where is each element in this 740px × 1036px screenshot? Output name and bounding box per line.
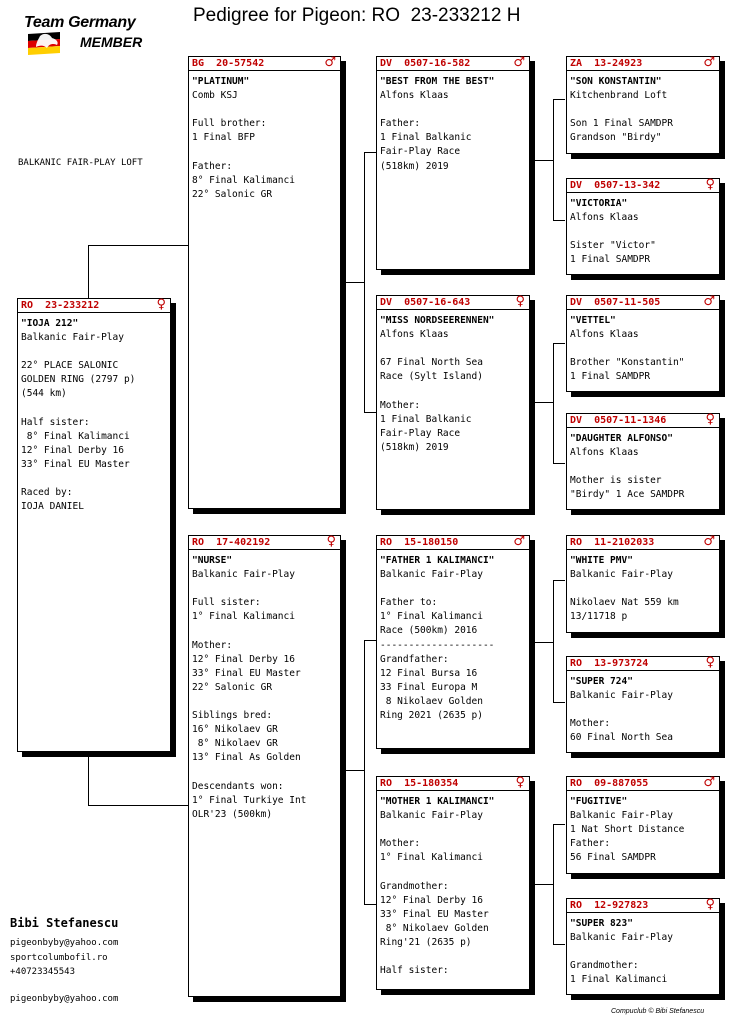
author-email: pigeonbyby@yahoo.com: [10, 994, 119, 1004]
male-icon: ♂: [703, 534, 715, 549]
pigeon-details: Alfons Klaas Mother is sister "Birdy" 1 Ace SAMDPR: [570, 447, 685, 501]
card-header: [377, 296, 529, 310]
logo-line-2: MEMBER: [80, 34, 143, 50]
card-header: [567, 536, 719, 550]
pigeon-name: "VETTEL": [570, 315, 616, 326]
sds-card[interactable]: [566, 295, 720, 392]
ring-number: BG 20-57542: [192, 58, 265, 69]
male-icon: ♂: [703, 294, 715, 309]
connector-line: [364, 412, 376, 413]
male-icon: ♂: [513, 55, 525, 70]
ring-number: DV 0507-11-1346: [570, 415, 667, 426]
pigeon-name: "BEST FROM THE BEST": [380, 76, 495, 87]
connector-line: [364, 640, 365, 904]
loft-name: BALKANIC FAIR-PLAY LOFT: [18, 158, 143, 168]
pigeon-details: Alfons Klaas Father: 1 Final Balkanic Fair-Play Race (518km) 2019: [380, 90, 472, 172]
connector-line: [531, 884, 554, 885]
ring-number: RO 12-927823: [570, 900, 649, 911]
card-header: [567, 57, 719, 71]
connector-line: [88, 245, 89, 300]
female-icon: ♀: [705, 412, 715, 427]
pigeon-details: Balkanic Fair-Play Mother: 1° Final Kalimanci Grandmother: 12° Final Derby 16 33° Final EU Master 8° Nikolaev Golden Ring'21 (2635 p) Half sister:: [380, 810, 489, 977]
male-icon: ♂: [513, 534, 525, 549]
pigeon-details: Balkanic Fair-Play Father to: 1° Final Kalimanci Race (500km) 2016 -------------------- Grandfather: 12 Final Bursa 16 33 Final Europa M 8 Nikolaev Golden Ring 2021 (2635 p): [380, 569, 495, 722]
pigeon-details: Alfons Klaas 67 Final North Sea Race (Sylt Island) Mother: 1 Final Balkanic Fair-Play Race (518km) 2019: [380, 329, 483, 453]
page-title: Pedigree for Pigeon: RO 23-233212 H: [193, 5, 521, 26]
author-name: Bibi Stefanescu: [10, 916, 119, 930]
pigeon-name: "IOJA 212": [21, 318, 79, 329]
sire-dam-card[interactable]: [376, 295, 530, 510]
ring-number: RO 11-2102033: [570, 537, 655, 548]
team-germany-logo: [18, 8, 168, 60]
logo-line-1: Team Germany: [24, 14, 136, 31]
connector-line: [553, 702, 565, 703]
pigeon-details: Balkanic Fair-Play 22° PLACE SALONIC GOLDEN RING (2797 p) (544 km) Half sister: 8° Final Kalimanci 12° Final Derby 16 33° Final EU Master Raced by: IOJA DANIEL: [21, 332, 136, 513]
card-header: [189, 536, 340, 550]
pigeon-details: Alfons Klaas Sister "Victor" 1 Final SAMDPR: [570, 212, 656, 266]
card-header: [567, 296, 719, 310]
card-header: [567, 179, 719, 193]
german-flag-eagle-icon: [26, 30, 62, 56]
female-icon: ♀: [326, 534, 336, 549]
pigeon-details: Comb KSJ Full brother: 1 Final BFP Father: 8° Final Kalimanci 22° Salonic GR: [192, 90, 295, 200]
connector-line: [88, 752, 89, 805]
connector-line: [553, 580, 565, 581]
pigeon-name: "WHITE PMV": [570, 555, 633, 566]
pigeon-name: "DAUGHTER ALFONSO": [570, 433, 673, 444]
connector-line: [553, 944, 565, 945]
connector-line: [553, 343, 565, 344]
male-icon: ♂: [703, 55, 715, 70]
pigeon-name: "SUPER 823": [570, 918, 633, 929]
card-header: [377, 57, 529, 71]
dam-card[interactable]: [188, 535, 341, 997]
pigeon-name: "NURSE": [192, 555, 233, 566]
connector-line: [553, 99, 565, 100]
female-icon: ♀: [705, 177, 715, 192]
card-header: [18, 299, 170, 313]
connector-line: [531, 402, 554, 403]
footer-credit: Compuclub © Bibi Stefanescu: [611, 1008, 705, 1015]
author-contacts: pigeonbyby@yahoo.com sportcolumbofil.ro +40723345543: [10, 938, 119, 977]
connector-line: [531, 160, 554, 161]
pigeon-details: Balkanic Fair-Play Grandmother: 1 Final Kalimanci: [570, 932, 673, 986]
dam-dam-card[interactable]: [376, 776, 530, 990]
card-header: [567, 777, 719, 791]
connector-line: [553, 463, 565, 464]
pigeon-name: "SON KONSTANTIN": [570, 76, 662, 87]
card-header: [377, 777, 529, 791]
female-icon: ♀: [515, 775, 525, 790]
connector-line: [88, 245, 189, 246]
pigeon-details: Kitchenbrand Loft Son 1 Final SAMDPR Grandson "Birdy": [570, 90, 673, 144]
dss-card[interactable]: [566, 535, 720, 633]
connector-line: [531, 642, 554, 643]
connector-line: [88, 805, 189, 806]
ring-number: ZA 13-24923: [570, 58, 643, 69]
pigeon-details: Alfons Klaas Brother "Konstantin" 1 Final SAMDPR: [570, 329, 685, 383]
ring-number: RO 15-180150: [380, 537, 459, 548]
card-header: [567, 657, 719, 671]
ring-number: DV 0507-16-643: [380, 297, 471, 308]
pigeon-details: Balkanic Fair-Play Nikolaev Nat 559 km 13/11718 p: [570, 569, 679, 623]
ddd-card[interactable]: [566, 898, 720, 995]
connector-line: [553, 824, 565, 825]
dds-card[interactable]: [566, 776, 720, 874]
ring-number: DV 0507-11-505: [570, 297, 661, 308]
sire-sire-card[interactable]: [376, 56, 530, 270]
dsd-card[interactable]: [566, 656, 720, 753]
female-icon: ♀: [515, 294, 525, 309]
dam-sire-card[interactable]: [376, 535, 530, 749]
ring-number: RO 15-180354: [380, 778, 459, 789]
card-header: [567, 899, 719, 913]
pigeon-name: "FATHER 1 KALIMANCI": [380, 555, 495, 566]
ring-number: DV 0507-16-582: [380, 58, 471, 69]
pigeon-name: "PLATINUM": [192, 76, 250, 87]
pigeon-details: Balkanic Fair-Play Full sister: 1° Final Kalimanci Mother: 12° Final Derby 16 33° Final EU Master 22° Salonic GR Siblings bred: 16° Nikolaev GR 8° Nikolaev GR 13° Final As Golden Descendants won: 1° Final Turkiye Int OLR'23 (500km): [192, 569, 307, 820]
pigeon-details: Balkanic Fair-Play Mother: 60 Final North Sea: [570, 690, 673, 744]
card-header: [189, 57, 340, 71]
sire-card[interactable]: [188, 56, 341, 509]
connector-line: [553, 580, 554, 702]
connector-line: [364, 152, 376, 153]
female-icon: ♀: [705, 897, 715, 912]
male-icon: ♂: [324, 55, 336, 70]
pigeon-name: "SUPER 724": [570, 676, 633, 687]
ring-number: RO 23-233212: [21, 300, 100, 311]
connector-line: [364, 904, 376, 905]
female-icon: ♀: [705, 655, 715, 670]
card-header: [377, 536, 529, 550]
pigeon-name: "MISS NORDSEERENNEN": [380, 315, 495, 326]
female-icon: ♀: [156, 297, 166, 312]
main-pigeon-card[interactable]: [17, 298, 171, 752]
ring-number: RO 13-973724: [570, 658, 649, 669]
ssd-card[interactable]: [566, 178, 720, 275]
connector-line: [341, 770, 365, 771]
connector-line: [364, 640, 376, 641]
male-icon: ♂: [703, 775, 715, 790]
connector-line: [341, 282, 365, 283]
pigeon-details: Balkanic Fair-Play 1 Nat Short Distance Father: 56 Final SAMDPR: [570, 810, 685, 864]
pigeon-name: "FUGITIVE": [570, 796, 628, 807]
ring-number: DV 0507-13-342: [570, 180, 661, 191]
card-header: [567, 414, 719, 428]
connector-line: [553, 343, 554, 463]
ring-number: RO 09-887055: [570, 778, 649, 789]
connector-line: [553, 220, 565, 221]
sss-card[interactable]: [566, 56, 720, 154]
pigeon-name: "VICTORIA": [570, 198, 628, 209]
ring-number: RO 17-402192: [192, 537, 271, 548]
pigeon-name: "MOTHER 1 KALIMANCI": [380, 796, 495, 807]
sdd-card[interactable]: [566, 413, 720, 510]
